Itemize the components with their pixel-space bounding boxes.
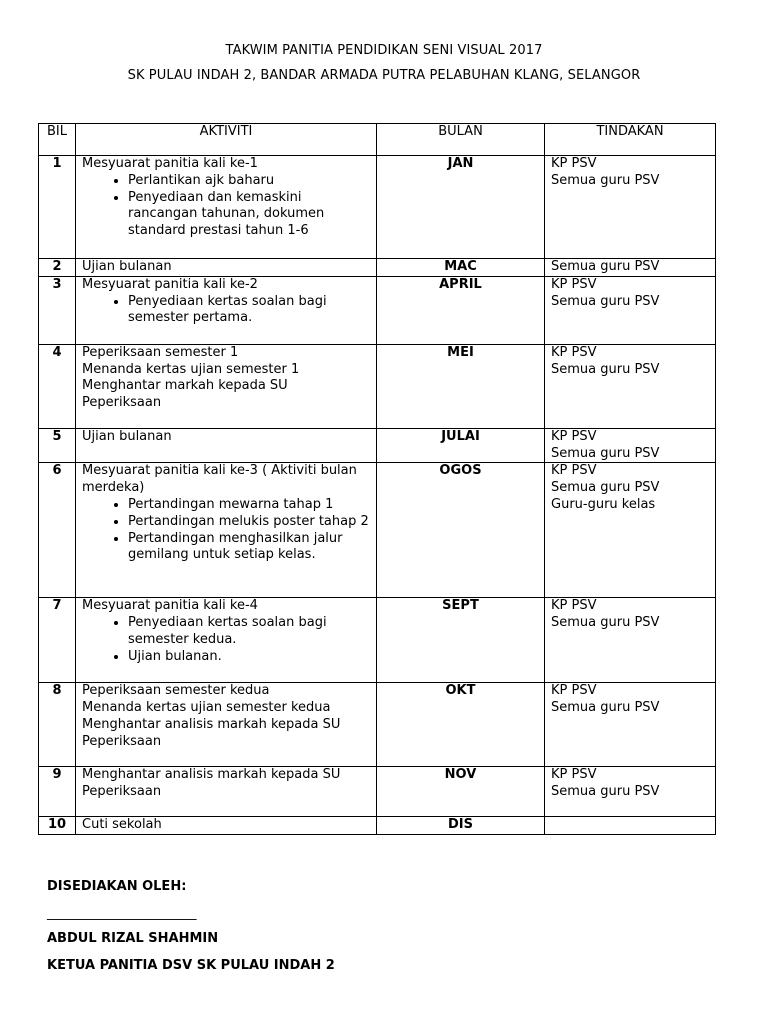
activity-bullet-list [82, 173, 370, 240]
table-row [39, 344, 716, 428]
action-cell [545, 276, 716, 344]
activity-cell [76, 276, 377, 344]
month-cell: SEPT [377, 598, 545, 683]
action-text: KP PSV [551, 463, 597, 479]
action-text: Guru-guru kelas [551, 496, 656, 512]
table-row [39, 276, 716, 344]
table-row [39, 767, 716, 817]
action-text: Semua guru PSV [551, 445, 660, 461]
row-number: 5 [39, 428, 76, 463]
action-cell [545, 463, 716, 598]
activity-text: Mesyuarat panitia kali ke-2 [82, 276, 258, 292]
activity-text: Ujian bulanan [82, 428, 172, 444]
activity-cell [76, 156, 377, 259]
activity-bullet-item: • Pertandingan menghasilkan jalur gemilang untuk setiap kelas. [128, 531, 370, 565]
activity-cell [76, 683, 377, 767]
header-tindakan: TINDAKAN [545, 124, 716, 156]
activity-cell [76, 598, 377, 683]
activity-cell [76, 344, 377, 428]
row-number: 4 [39, 344, 76, 428]
action-text: KP PSV [551, 276, 597, 292]
activity-cell [76, 259, 377, 277]
action-text: KP PSV [551, 598, 597, 614]
action-text: Semua guru PSV [551, 480, 660, 496]
activity-bullet-item: • Perlantikan ajk baharu [128, 173, 370, 190]
action-text: Semua guru PSV [551, 700, 660, 716]
action-cell [545, 767, 716, 817]
row-number: 2 [39, 259, 76, 277]
activity-cell [76, 428, 377, 463]
activity-bullet-item: • Pertandingan melukis poster tahap 2 [128, 514, 370, 531]
table-row [39, 817, 716, 835]
row-number: 1 [39, 156, 76, 259]
month-cell: JAN [377, 156, 545, 259]
activity-bullet-list [82, 294, 370, 328]
document-title: TAKWIM PANITIA PENDIDIKAN SENI VISUAL 2017 [225, 43, 543, 58]
action-cell [545, 156, 716, 259]
action-cell [545, 259, 716, 277]
header-bil: BIL [39, 124, 76, 156]
signature-line: _______________________ [47, 906, 197, 921]
row-number: 8 [39, 683, 76, 767]
month-cell: APRIL [377, 276, 545, 344]
header-aktiviti: AKTIVITI [76, 124, 377, 156]
action-cell [545, 683, 716, 767]
action-text: KP PSV [551, 767, 597, 783]
header-bulan: BULAN [377, 124, 545, 156]
row-number: 9 [39, 767, 76, 817]
activity-bullet-list [82, 615, 370, 665]
month-cell: JULAI [377, 428, 545, 463]
table-row [39, 598, 716, 683]
row-number: 10 [39, 817, 76, 835]
action-text: KP PSV [551, 344, 597, 360]
action-text: Semua guru PSV [551, 172, 660, 188]
activity-text: Mesyuarat panitia kali ke-3 ( Aktiviti bulan merdeka) [82, 463, 357, 496]
action-cell [545, 428, 716, 463]
action-cell [545, 344, 716, 428]
activity-text: Mesyuarat panitia kali ke-4 [82, 598, 258, 614]
table-header-row [39, 124, 716, 156]
activity-bullet-item: • Penyediaan kertas soalan bagi semester pertama. [128, 294, 370, 328]
activity-bullet-item: • Pertandingan mewarna tahap 1 [128, 497, 370, 514]
activity-cell [76, 463, 377, 598]
calendar-table [38, 123, 716, 835]
activity-text: Menanda kertas ujian semester kedua [82, 700, 331, 716]
action-text: Semua guru PSV [551, 259, 660, 274]
month-cell: MEI [377, 344, 545, 428]
activity-text: Menanda kertas ujian semester 1 [82, 361, 300, 377]
activity-cell [76, 817, 377, 835]
action-text: KP PSV [551, 683, 597, 699]
activity-text: Cuti sekolah [82, 817, 162, 833]
action-text: Semua guru PSV [551, 361, 660, 377]
action-text: KP PSV [551, 156, 597, 171]
activity-text: Peperiksaan semester kedua [82, 683, 270, 699]
table-row [39, 259, 716, 277]
month-cell: OGOS [377, 463, 545, 598]
signatory-position: KETUA PANITIA DSV SK PULAU INDAH 2 [47, 958, 335, 973]
row-number: 7 [39, 598, 76, 683]
activity-bullet-item: • Penyediaan kertas soalan bagi semester kedua. [128, 615, 370, 649]
table-row [39, 428, 716, 463]
activity-text: Menghantar analisis markah kepada SU Peperiksaan [82, 716, 341, 749]
action-text: Semua guru PSV [551, 293, 660, 309]
school-name: SK PULAU INDAH 2, BANDAR ARMADA PUTRA PELABUHAN KLANG, SELANGOR [127, 68, 641, 83]
table-row [39, 683, 716, 767]
activity-bullet-list [82, 497, 370, 564]
month-cell: OKT [377, 683, 545, 767]
row-number: 6 [39, 463, 76, 598]
row-number: 3 [39, 276, 76, 344]
month-cell: NOV [377, 767, 545, 817]
action-text: KP PSV [551, 428, 597, 444]
table-row [39, 156, 716, 259]
table-row [39, 463, 716, 598]
activity-bullet-item: • Penyediaan dan kemaskini rancangan tahunan, dokumen standard prestasi tahun 1-6 [128, 190, 370, 240]
activity-text: Mesyuarat panitia kali ke-1 [82, 156, 258, 171]
action-cell [545, 598, 716, 683]
signatory-name: ABDUL RIZAL SHAHMIN [47, 931, 219, 946]
activity-text: Menghantar markah kepada SU Peperiksaan [82, 378, 288, 411]
prepared-by-label: DISEDIAKAN OLEH: [47, 879, 187, 894]
activity-bullet-item: • Ujian bulanan. [128, 649, 370, 666]
month-cell: MAC [377, 259, 545, 277]
action-cell [545, 817, 716, 835]
action-text: Semua guru PSV [551, 615, 660, 631]
activity-text: Menghantar analisis markah kepada SU Peperiksaan [82, 767, 341, 800]
activity-text: Ujian bulanan [82, 259, 172, 274]
action-text: Semua guru PSV [551, 784, 660, 800]
month-cell: DIS [377, 817, 545, 835]
activity-text: Peperiksaan semester 1 [82, 344, 239, 360]
activity-cell [76, 767, 377, 817]
